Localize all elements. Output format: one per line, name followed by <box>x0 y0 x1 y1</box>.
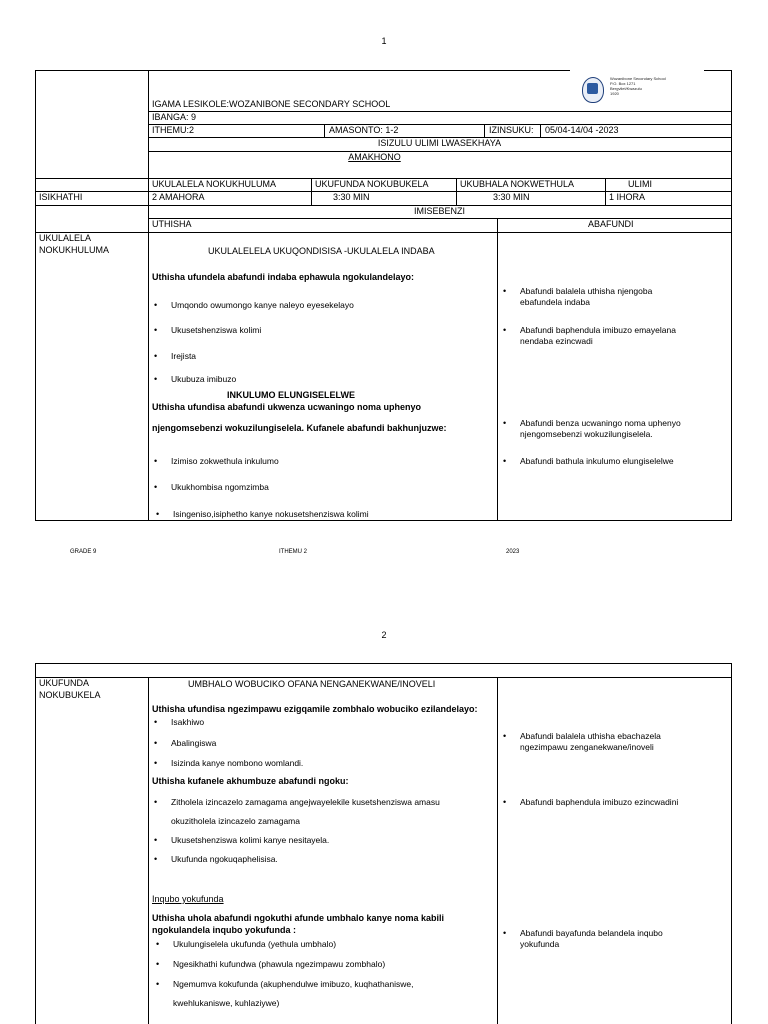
learner-bullet <box>520 286 652 308</box>
teacher-bullet: • Izimiso zokwethula inkulumo <box>171 456 279 467</box>
logo-address <box>610 76 666 96</box>
process-bullet: • Ngesikhathi kufundwa (phawula ngezimpawu zombhalo) <box>173 959 385 970</box>
teacher-bullet: • Ukusetshenziswa kolimi kanye nesitayela. <box>171 835 329 846</box>
logo-line: 1920 <box>610 91 619 96</box>
teacher-bullet: • Irejista <box>171 351 196 362</box>
section-label: UKULALELA <box>39 233 92 243</box>
section-label: NOKUKHULUMA <box>39 245 110 255</box>
process-intro: Uthisha uhola abafundi ngokuthi afunde umbhalo kanye noma kabili <box>152 913 445 923</box>
section-title: UKULALELELA UKUQONDISISA -UKULALELA INDABA <box>208 246 435 256</box>
teacher-bullet: • Umqondo owumongo kanye naleyo eyesekelayo <box>171 300 354 311</box>
teacher-bullet <box>171 797 440 827</box>
learner-bullet-line: • Abafundi baphendula imibuzo ezincwadini <box>520 797 679 807</box>
time-writing: 3:30 MIN <box>493 192 530 202</box>
dates-label: IZINSUKU: <box>489 125 534 135</box>
weeks: AMASONTO: 1-2 <box>329 125 399 135</box>
learner-bullet-line: yokufunda <box>520 939 560 949</box>
learner-bullet-line: • Abafundi balalela uthisha njengoba <box>520 286 653 296</box>
time-language: 1 IHORA <box>609 192 646 202</box>
logo-line: P.O. Box 1271 <box>610 81 636 86</box>
footer-grade: GRADE 9 <box>70 549 97 555</box>
teacher-bullet-line: okuzitholela izincazelo zamagama <box>171 816 300 826</box>
learner-bullet-line: • Abafundi balalela uthisha ebachazela <box>520 731 661 741</box>
logo-line: Bergvliet/Kwazulu <box>610 86 642 91</box>
teacher-intro: Uthisha ufundela abafundi indaba ephawula ngokulandelayo: <box>152 272 415 282</box>
time-listening: 2 AMAHORA <box>152 192 205 202</box>
learner-bullet <box>520 928 663 950</box>
learner-bullet-line: • Abafundi baphendula imibuzo emayelana <box>520 325 676 335</box>
teacher-heading: Uthisha kufanele akhumbuze abafundi ngoku: <box>152 776 349 786</box>
learner-bullet-line: • Abafundi benza ucwaningo noma uphenyo <box>520 418 681 428</box>
teacher-paragraph: njengomsebenzi wokuzilungiselela. Kufanele abafundi bakhunjuzwe: <box>152 423 447 433</box>
school-logo <box>572 72 702 108</box>
learner-bullet-line: • Abafundi bayafunda belandela inqubo <box>520 928 663 938</box>
dates-value: 05/04-14/04 -2023 <box>545 125 619 135</box>
learners-column-header: ABAFUNDI <box>588 219 634 229</box>
page-number: 2 <box>381 630 387 640</box>
footer-year: 2023 <box>506 549 520 555</box>
learner-bullet <box>520 418 681 440</box>
learner-bullet-line: • Abafundi bathula inkulumo elungiselelwe <box>520 456 674 466</box>
teacher-intro: Uthisha ufundisa ngezimpawu ezigqamile zombhalo wobuciko ezilandelayo: <box>152 704 478 714</box>
teacher-bullet: • Abalingiswa <box>171 738 216 749</box>
process-bullet-line: • Ngemumva kokufunda (akuphendulwe imibuzo, kuqhathaniswe, <box>173 979 414 989</box>
time-reading: 3:30 MIN <box>333 192 370 202</box>
learner-bullet-line: nendaba ezincwadi <box>520 336 593 346</box>
section-label: NOKUBUKELA <box>39 690 101 700</box>
process-bullet-line: kwehlukaniswe, kuhlaziywe) <box>173 998 280 1008</box>
activities-heading: IMISEBENZI <box>413 206 465 216</box>
logo-line: Wozanibone Secondary School <box>610 76 666 81</box>
learner-bullet-line: ngezimpawu zenganekwane/inoveli <box>520 742 654 752</box>
teacher-column-header: UTHISHA <box>152 219 192 229</box>
section-label: UKUFUNDA <box>39 678 90 688</box>
teacher-paragraph: Uthisha ufundisa abafundi ukwenza ucwaningo noma uphenyo <box>152 402 422 412</box>
section-title: UMBHALO WOBUCIKO OFANA NENGANEKWANE/INOVELI <box>188 679 436 689</box>
page-number: 1 <box>381 36 387 46</box>
process-intro: ngokulandela inqubo yokufunda : <box>152 925 296 935</box>
process-heading: Inqubo yokufunda <box>152 894 224 904</box>
process-bullet: • Ukulungiselela ukufunda (yethula umbhalo) <box>173 939 336 950</box>
skill-reading: UKUFUNDA NOKUBUKELA <box>315 179 429 189</box>
learner-bullet-line: ebafundela indaba <box>520 297 590 307</box>
subheading: INKULUMO ELUNGISELELWE <box>227 390 355 400</box>
teacher-bullet: • Ukusetshenziswa kolimi <box>171 325 261 336</box>
subject-title: ISIZULU ULIMI LWASEKHAYA <box>377 138 502 148</box>
skill-writing: UKUBHALA NOKWETHULA <box>460 179 575 189</box>
footer-term: ITHEMU 2 <box>279 549 308 555</box>
school-crest-icon <box>582 77 604 103</box>
learner-bullet <box>520 797 678 808</box>
teacher-bullet: • Isingeniso,isiphetho kanye nokusetshenziswa kolimi <box>173 509 369 520</box>
learner-bullet <box>520 731 661 753</box>
teacher-bullet: • Ukubuza imibuzo <box>171 374 236 385</box>
school-name: IGAMA LESIKOLE:WOZANIBONE SECONDARY SCHOOL <box>152 99 391 109</box>
teacher-bullet: • Ukufunda ngokuqaphelisisa. <box>171 854 278 865</box>
teacher-bullet-line: • Zitholela izincazelo zamagama angejwayelekile kusetshenziswa amasu <box>171 797 440 807</box>
time-label: ISIKHATHI <box>39 192 83 202</box>
teacher-bullet: • Ukukhombisa ngomzimba <box>171 482 269 493</box>
teacher-bullet: • Isakhiwo <box>171 717 204 728</box>
learner-bullet <box>520 456 674 467</box>
learner-bullet-line: njengomsebenzi wokuzilungiselela. <box>520 429 653 439</box>
skills-heading: AMAKHONO <box>348 152 401 162</box>
grade-line: IBANGA: 9 <box>152 112 197 122</box>
process-bullet <box>173 979 414 1009</box>
term: ITHEMU:2 <box>152 125 195 135</box>
skill-listening: UKULALELA NOKUKHULUMA <box>152 179 277 189</box>
teacher-bullet: • Isizinda kanye nombono womlandi. <box>171 758 303 769</box>
learner-bullet <box>520 325 676 347</box>
skill-language: ULIMI <box>627 179 652 189</box>
